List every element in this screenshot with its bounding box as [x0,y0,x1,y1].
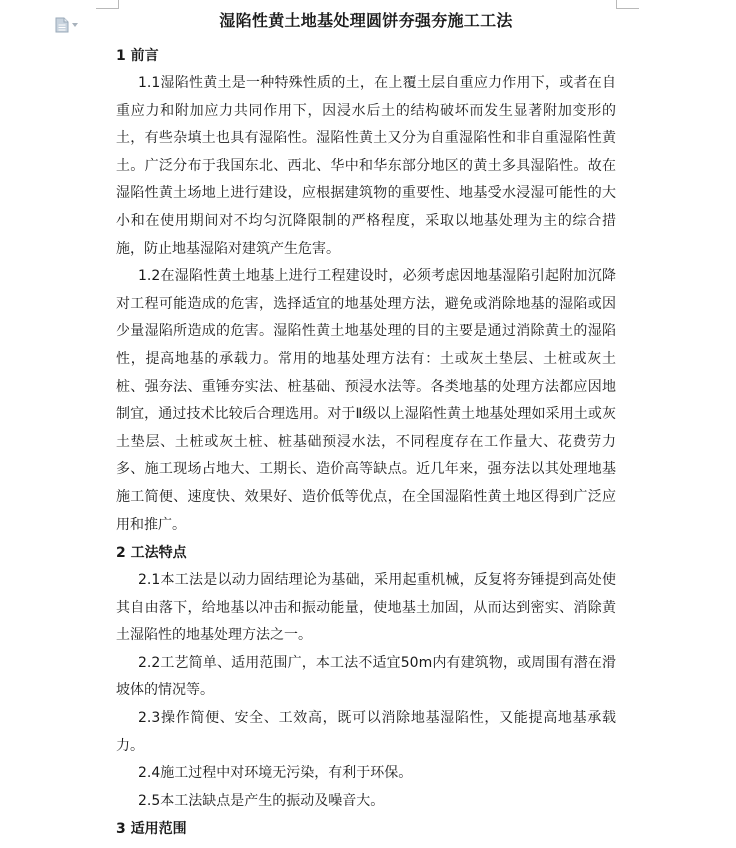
paragraph: 2.2工艺简单、适用范围广，本工法不适宜50m内有建筑物，或周围有潜在滑坡体的情况等。 [116,654,616,699]
document-page [116,8,616,843]
section-2 [116,539,616,815]
document-menu-button[interactable] [55,16,85,34]
section-1 [116,42,616,539]
paragraph: 1.1湿陷性黄土是一种特殊性质的土，在上覆土层自重应力作用下，或者在自重应力和附加应力共同作用下，因浸水后土的结构破坏而发生显著附加变形的土，有些杂填土也具有湿陷性。湿陷性黄土又分为自重湿陷性和非自重湿陷性黄土。广泛分布于我国东北、西北、华中和华东部分地区的黄土多具湿陷性。故在湿陷性黄土场地上进行建设，应根据建筑物的重要性、地基受水浸湿可能性的大小和在使用期间对不均匀沉降限制的严格程度，采取以地基处理为主的综合措施，防止地基湿陷对建筑产生危害。 [116,75,616,257]
section-3 [116,815,616,843]
document-title: 湿陷性黄土地基处理圆饼夯强夯施工工法 [219,11,513,30]
paragraph: 2.4施工过程中对环境无污染，有利于环保。 [138,765,413,782]
crop-mark-top-right [616,0,639,9]
paragraph: 2.5本工法缺点是产生的振动及噪音大。 [138,792,385,809]
paragraph: 1.2在湿陷性黄土地基上进行工程建设时，必须考虑因地基湿陷引起附加沉降对工程可能造成的危害，选择适宜的地基处理方法，避免或消除地基的湿陷或因少量湿陷所造成的危害。湿陷性黄土地基处理的目的主要是通过消除黄土的湿陷性，提高地基的承载力。常用的地基处理方法有：土或灰土垫层、土桩或灰土桩、强夯法、重锤夯实法、桩基础、预浸水法等。各类地基的处理方法都应因地制宜，通过技术比较后合理选用。对于Ⅱ级以上湿陷性黄土地基处理如采用土或灰土垫层、土桩或灰土桩、桩基础预浸水法，不同程度存在工作量大、花费劳力多、施工现场占地大、工期长、造价高等缺点。近几年来，强夯法以其处理地基施工简便、速度快、效果好、造价低等优点，在全国湿陷性黄土地区得到广泛应用和推广。 [116,268,616,533]
section-heading: 1 前言 [116,48,159,64]
section-heading: 3 适用范围 [116,821,187,838]
document-icon [55,17,69,33]
paragraph: 2.1本工法是以动力固结理论为基础，采用起重机械，反复将夯锤提到高处使其自由落下，给地基以冲击和振动能量，使地基土加固，从而达到密实、消除黄土湿陷性的地基处理方法之一。 [116,572,616,644]
paragraph: 2.3操作简便、安全、工效高，既可以消除地基湿陷性，又能提高地基承载力。 [116,710,616,754]
chevron-down-icon [72,23,78,27]
section-heading: 2 工法特点 [116,545,187,562]
